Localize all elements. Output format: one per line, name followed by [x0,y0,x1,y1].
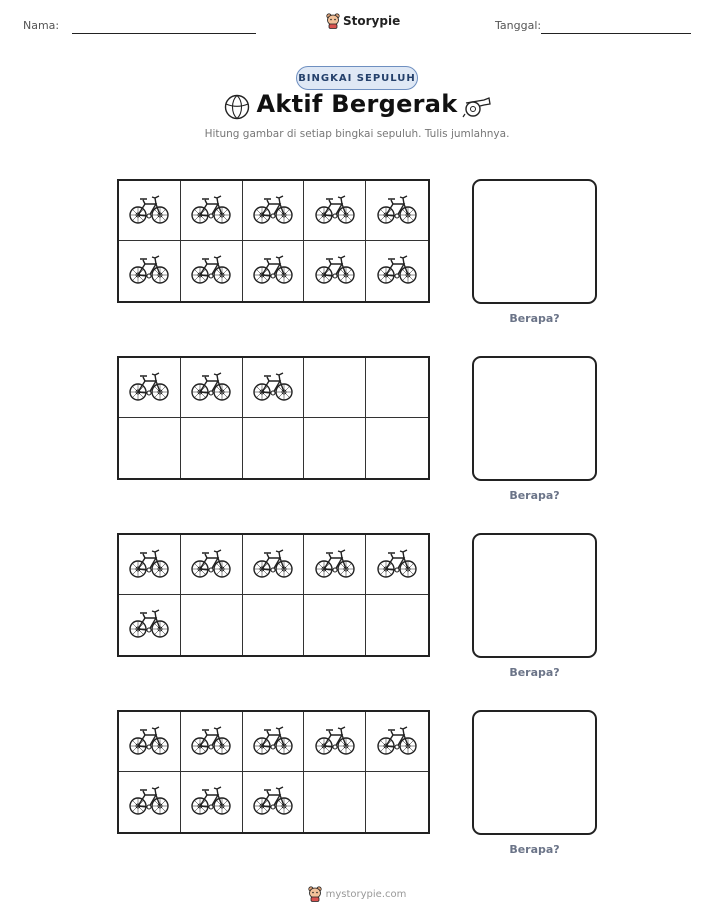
ten-frame [117,710,430,834]
ten-frame-cell [304,712,366,772]
ten-frame-cell [119,712,181,772]
answer-box[interactable] [472,533,597,658]
bicycle-icon [252,193,294,229]
bicycle-icon [376,547,418,583]
ten-frame-cell [119,418,181,478]
brand-logo [326,13,400,29]
bicycle-icon [252,784,294,820]
bicycle-icon [190,724,232,760]
bicycle-icon [128,724,170,760]
bicycle-icon [252,370,294,406]
bicycle-icon [376,193,418,229]
beach-ball-icon [224,94,250,120]
ten-frame-cell [243,181,305,241]
ten-frame-cell [119,358,181,418]
ten-frame-cell [366,418,428,478]
footer-url: mystorypie.com [325,888,407,900]
ten-frame-cell [181,358,243,418]
instructions: Hitung gambar di setiap bingkai sepuluh. Tulis jumlahnya. [204,128,510,140]
answer-label: Berapa? [509,312,560,325]
bicycle-icon [128,784,170,820]
bicycle-icon [190,547,232,583]
ten-frame-cell [181,772,243,832]
bicycle-icon [128,547,170,583]
bicycle-icon [128,607,170,643]
bicycle-icon [252,253,294,289]
ten-frame-cell [181,181,243,241]
ten-frame-cell [119,772,181,832]
ten-frame-cell [366,772,428,832]
bicycle-icon [190,253,232,289]
ten-frame-cell [119,535,181,595]
ten-frame-cell [304,241,366,301]
ten-frame-cell [304,181,366,241]
answer-label: Berapa? [509,489,560,502]
ten-frame-cell [181,595,243,655]
answer-box[interactable] [472,179,597,304]
ten-frame-cell [366,358,428,418]
ten-frame-cell [181,241,243,301]
ten-frame-cell [243,535,305,595]
ten-frame-cell [304,595,366,655]
category-tag: BINGKAI SEPULUH [296,66,418,90]
storypie-mascot-icon [326,13,340,29]
ten-frame-cell [304,418,366,478]
bicycle-icon [128,370,170,406]
ten-frame-cell [243,241,305,301]
answer-box[interactable] [472,356,597,481]
footer [0,886,714,902]
ten-frame-cell [366,181,428,241]
answer-box[interactable] [472,710,597,835]
name-field[interactable] [72,33,256,34]
ten-frame-cell [119,241,181,301]
bicycle-icon [314,724,356,760]
ten-frame-cell [181,418,243,478]
bicycle-icon [314,253,356,289]
answer-label: Berapa? [509,843,560,856]
bicycle-icon [376,253,418,289]
ten-frame-cell [366,241,428,301]
worksheet-title: Aktif Bergerak [256,90,458,118]
name-label: Nama: [23,19,60,32]
ten-frame-cell [366,535,428,595]
bicycle-icon [314,547,356,583]
bicycle-icon [128,193,170,229]
date-field[interactable] [541,33,691,34]
ten-frame-cell [304,772,366,832]
ten-frame-cell [243,772,305,832]
ten-frame-cell [366,712,428,772]
storypie-mascot-icon [308,886,322,902]
bicycle-icon [190,193,232,229]
ten-frame-cell [366,595,428,655]
ten-frame-cell [243,712,305,772]
ten-frame-cell [304,535,366,595]
bicycle-icon [190,784,232,820]
ten-frame-cell [181,712,243,772]
ten-frame [117,533,430,657]
ten-frame-cell [304,358,366,418]
ten-frame-cell [119,181,181,241]
bicycle-icon [190,370,232,406]
ten-frame-cell [243,358,305,418]
whistle-icon [462,95,492,119]
ten-frame-cell [243,595,305,655]
brand-name: Storypie [343,14,401,28]
bicycle-icon [252,724,294,760]
ten-frame [117,356,430,480]
ten-frame-cell [181,535,243,595]
ten-frame [117,179,430,303]
bicycle-icon [252,547,294,583]
date-label: Tanggal: [495,19,542,32]
answer-label: Berapa? [509,666,560,679]
bicycle-icon [376,724,418,760]
ten-frame-cell [243,418,305,478]
bicycle-icon [314,193,356,229]
bicycle-icon [128,253,170,289]
ten-frame-cell [119,595,181,655]
